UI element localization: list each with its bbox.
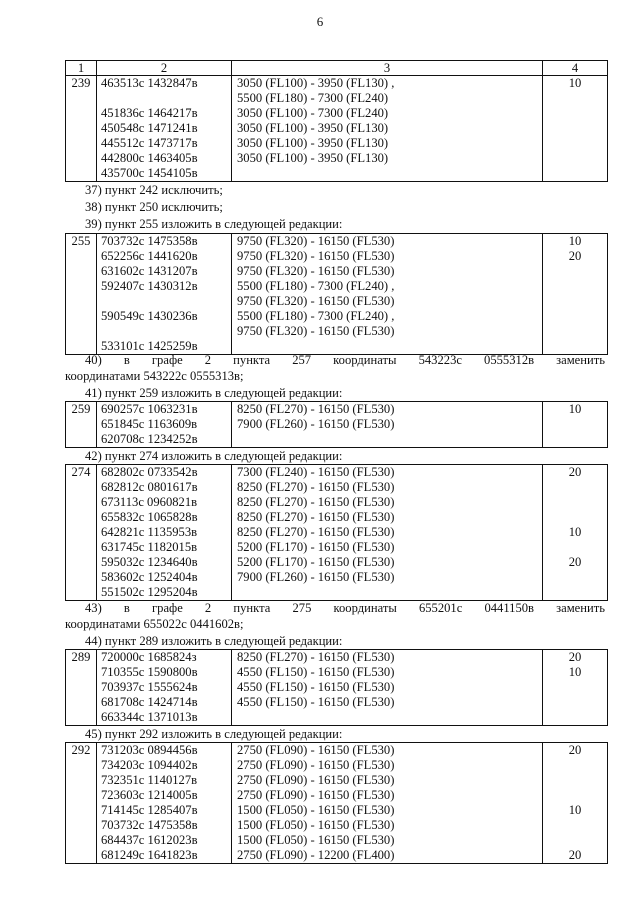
paragraph-43-line-1: 43) в графе 2 пункта 275 координаты 655201с 0441150в заменить	[85, 601, 605, 615]
altitude-line: 3050 (FL100) - 3950 (FL130)	[237, 121, 389, 135]
point-number-cell	[66, 402, 97, 448]
altitude-cell	[232, 743, 543, 864]
altitude-cell	[232, 465, 543, 601]
paragraph-44: 44) пункт 289 изложить в следующей редакции:	[85, 634, 343, 648]
coordinate-line: 703937с 1555624в	[101, 680, 198, 694]
value-line	[543, 91, 607, 106]
point-number: 259	[71, 402, 91, 416]
altitude-line: 3050 (FL100) - 7300 (FL240)	[237, 106, 389, 120]
point-number-cell	[66, 465, 97, 601]
coordinate-line: 620708с 1234252в	[101, 432, 198, 446]
coordinate-line: 651845с 1163609в	[101, 417, 198, 431]
coordinate-line: 731203с 0894456в	[101, 743, 198, 757]
altitude-cell	[232, 650, 543, 726]
altitude-line	[232, 166, 542, 181]
point-number: 255	[71, 234, 91, 248]
altitude-cell	[232, 76, 543, 182]
altitude-line: 8250 (FL270) - 16150 (FL530)	[237, 650, 395, 664]
page-number: 6	[316, 14, 324, 29]
altitude-line: 2750 (FL090) - 16150 (FL530)	[237, 788, 395, 802]
coordinate-line: 592407с 1430312в	[101, 279, 198, 293]
altitude-line: 5500 (FL180) - 7300 (FL240) ,	[237, 309, 395, 323]
coordinates-cell	[97, 234, 232, 355]
altitude-line: 9750 (FL320) - 16150 (FL530)	[237, 264, 395, 278]
table-row	[66, 76, 608, 182]
coordinate-line: 681249с 1641823в	[101, 848, 198, 862]
altitude-line: 2750 (FL090) - 16150 (FL530)	[237, 773, 395, 787]
value-line	[543, 540, 607, 555]
table-point-274	[65, 464, 605, 601]
paragraph-37: 37) пункт 242 исключить;	[85, 183, 223, 197]
altitude-line: 9750 (FL320) - 16150 (FL530)	[237, 324, 395, 338]
coordinate-line: 663344с 1371013в	[101, 710, 198, 724]
altitude-line: 7900 (FL260) - 16150 (FL530)	[237, 570, 395, 584]
altitude-line: 1500 (FL050) - 16150 (FL530)	[237, 803, 395, 817]
altitude-line: 9750 (FL320) - 16150 (FL530)	[237, 234, 395, 248]
coordinates-cell	[97, 465, 232, 601]
coordinate-line	[97, 324, 231, 339]
coordinate-line: 631745с 1182015в	[101, 540, 198, 554]
value-line: 10	[568, 665, 582, 679]
paragraph-40-line-1: 40) в графе 2 пункта 257 координаты 543223с 0555312в заменить	[85, 353, 605, 367]
paragraph-38: 38) пункт 250 исключить;	[85, 200, 223, 214]
point-number-cell	[66, 234, 97, 355]
altitude-line: 4550 (FL150) - 16150 (FL530)	[237, 665, 395, 679]
altitude-line: 8250 (FL270) - 16150 (FL530)	[237, 495, 395, 509]
altitude-cell	[232, 402, 543, 448]
value-line	[543, 121, 607, 136]
value-line: 20	[568, 555, 582, 569]
coordinate-line: 682802с 0733542в	[101, 465, 198, 479]
header-col-3: 3	[232, 61, 543, 76]
value-line	[543, 758, 607, 773]
altitude-line: 8250 (FL270) - 16150 (FL530)	[237, 525, 395, 539]
value-line: 10	[568, 525, 582, 539]
value-cell	[543, 234, 608, 355]
coordinate-line: 710355с 1590800в	[101, 665, 198, 679]
coordinate-line	[97, 294, 231, 309]
coordinate-line: 463513с 1432847в	[101, 76, 198, 90]
point-number-cell	[66, 76, 97, 182]
value-cell	[543, 650, 608, 726]
point-number-cell	[66, 650, 97, 726]
altitude-line: 2750 (FL090) - 12200 (FL400)	[237, 848, 395, 862]
value-line	[543, 324, 607, 339]
value-line	[543, 279, 607, 294]
value-line	[543, 264, 607, 279]
altitude-line: 5500 (FL180) - 7300 (FL240)	[237, 91, 389, 105]
altitude-line: 3050 (FL100) - 3950 (FL130) ,	[237, 76, 395, 90]
table-point-259	[65, 401, 605, 448]
header-col-2: 2	[97, 61, 232, 76]
table-point-239	[65, 60, 605, 182]
value-line: 20	[568, 848, 582, 862]
altitude-line: 3050 (FL100) - 3950 (FL130)	[237, 151, 389, 165]
altitude-line: 5200 (FL170) - 16150 (FL530)	[237, 555, 395, 569]
point-number: 274	[71, 465, 91, 479]
altitude-line: 5500 (FL180) - 7300 (FL240) ,	[237, 279, 395, 293]
value-line	[543, 432, 607, 447]
altitude-line: 1500 (FL050) - 16150 (FL530)	[237, 818, 395, 832]
coordinate-line	[97, 91, 231, 106]
value-line: 10	[568, 803, 582, 817]
value-line	[543, 570, 607, 585]
coordinates-cell	[97, 650, 232, 726]
paragraph-40-line-2: координатами 543222с 0555313в;	[65, 369, 244, 383]
value-line	[543, 417, 607, 432]
value-line	[543, 818, 607, 833]
value-line	[543, 510, 607, 525]
table-row	[66, 650, 608, 726]
altitude-line: 3050 (FL100) - 3950 (FL130)	[237, 136, 389, 150]
altitude-line	[232, 432, 542, 447]
altitude-line: 7300 (FL240) - 16150 (FL530)	[237, 465, 395, 479]
value-line	[543, 495, 607, 510]
coordinate-line: 732351с 1140127в	[101, 773, 198, 787]
coordinate-line: 652256с 1441620в	[101, 249, 198, 263]
coordinate-line: 655832с 1065828в	[101, 510, 198, 524]
value-line	[543, 136, 607, 151]
value-line	[543, 166, 607, 181]
table-row	[66, 743, 608, 864]
coordinate-line: 642821с 1135953в	[101, 525, 198, 539]
point-number: 239	[71, 76, 91, 90]
value-cell	[543, 743, 608, 864]
coordinate-line: 734203с 1094402в	[101, 758, 198, 772]
coordinate-line: 435700с 1454105в	[101, 166, 198, 180]
value-line	[543, 106, 607, 121]
altitude-line: 7900 (FL260) - 16150 (FL530)	[237, 417, 395, 431]
value-line: 20	[568, 650, 582, 664]
value-line	[543, 773, 607, 788]
coordinate-line: 445512с 1473717в	[101, 136, 198, 150]
point-number-cell	[66, 743, 97, 864]
coordinate-line: 720000с 1685824з	[101, 650, 197, 664]
paragraph-45: 45) пункт 292 изложить в следующей редакции:	[85, 727, 343, 741]
table-point-292	[65, 742, 605, 864]
altitude-line: 5200 (FL170) - 16150 (FL530)	[237, 540, 395, 554]
altitude-line: 4550 (FL150) - 16150 (FL530)	[237, 695, 395, 709]
value-line: 10	[568, 402, 582, 416]
value-line	[543, 151, 607, 166]
coordinate-line: 682812с 0801617в	[101, 480, 198, 494]
value-line	[543, 695, 607, 710]
coordinate-line: 703732с 1475358в	[101, 234, 198, 248]
paragraph-42: 42) пункт 274 изложить в следующей редакции:	[85, 449, 343, 463]
coordinate-line: 714145с 1285407в	[101, 803, 198, 817]
coordinates-cell	[97, 743, 232, 864]
coordinate-line: 590549с 1430236в	[101, 309, 198, 323]
coordinate-line: 450548с 1471241в	[101, 121, 198, 135]
altitude-line: 9750 (FL320) - 16150 (FL530)	[237, 294, 395, 308]
header-col-1: 1	[66, 61, 97, 76]
coordinate-line: 631602с 1431207в	[101, 264, 198, 278]
coordinate-line: 723603с 1214005в	[101, 788, 198, 802]
coordinate-line: 442800с 1463405в	[101, 151, 198, 165]
paragraph-43-line-2: координатами 655022с 0441602в;	[65, 617, 244, 631]
value-cell	[543, 76, 608, 182]
value-line	[543, 294, 607, 309]
value-line: 20	[568, 249, 582, 263]
value-line	[543, 585, 607, 600]
value-line	[543, 710, 607, 725]
coordinates-cell	[97, 402, 232, 448]
paragraph-39: 39) пункт 255 изложить в следующей редакции:	[85, 217, 343, 231]
value-cell	[543, 465, 608, 601]
altitude-line: 2750 (FL090) - 16150 (FL530)	[237, 758, 395, 772]
coordinate-line: 551502с 1295204в	[101, 585, 198, 599]
table-row	[66, 234, 608, 355]
table-header-row	[66, 61, 608, 76]
coordinate-line: 583602с 1252404в	[101, 570, 198, 584]
coordinate-line: 681708с 1424714в	[101, 695, 198, 709]
coordinates-cell	[97, 76, 232, 182]
value-line	[543, 833, 607, 848]
altitude-line	[232, 710, 542, 725]
coordinate-line: 673113с 0960821в	[101, 495, 198, 509]
header-col-4: 4	[543, 61, 608, 76]
altitude-line: 1500 (FL050) - 16150 (FL530)	[237, 833, 395, 847]
table-point-289	[65, 649, 605, 726]
point-number: 292	[71, 743, 91, 757]
coordinate-line: 451836с 1464217в	[101, 106, 198, 120]
altitude-line: 2750 (FL090) - 16150 (FL530)	[237, 743, 395, 757]
table-row	[66, 465, 608, 601]
value-line	[543, 680, 607, 695]
value-line	[543, 788, 607, 803]
altitude-cell	[232, 234, 543, 355]
coordinate-line: 703732с 1475358в	[101, 818, 198, 832]
altitude-line	[232, 585, 542, 600]
coordinate-line: 690257с 1063231в	[101, 402, 198, 416]
altitude-line: 8250 (FL270) - 16150 (FL530)	[237, 510, 395, 524]
value-line: 10	[568, 76, 582, 90]
table-row	[66, 402, 608, 448]
table-point-255	[65, 233, 605, 355]
altitude-line: 4550 (FL150) - 16150 (FL530)	[237, 680, 395, 694]
value-line: 20	[568, 743, 582, 757]
paragraph-41: 41) пункт 259 изложить в следующей редакции:	[85, 386, 343, 400]
coordinate-line: 684437с 1612023в	[101, 833, 198, 847]
point-number: 289	[71, 650, 91, 664]
value-line: 20	[568, 465, 582, 479]
altitude-line: 9750 (FL320) - 16150 (FL530)	[237, 249, 395, 263]
value-cell	[543, 402, 608, 448]
value-line: 10	[568, 234, 582, 248]
coordinate-line: 533101с 1425259в	[101, 339, 198, 353]
altitude-line: 8250 (FL270) - 16150 (FL530)	[237, 480, 395, 494]
coordinate-line: 595032с 1234640в	[101, 555, 198, 569]
value-line	[543, 480, 607, 495]
value-line	[543, 309, 607, 324]
altitude-line: 8250 (FL270) - 16150 (FL530)	[237, 402, 395, 416]
